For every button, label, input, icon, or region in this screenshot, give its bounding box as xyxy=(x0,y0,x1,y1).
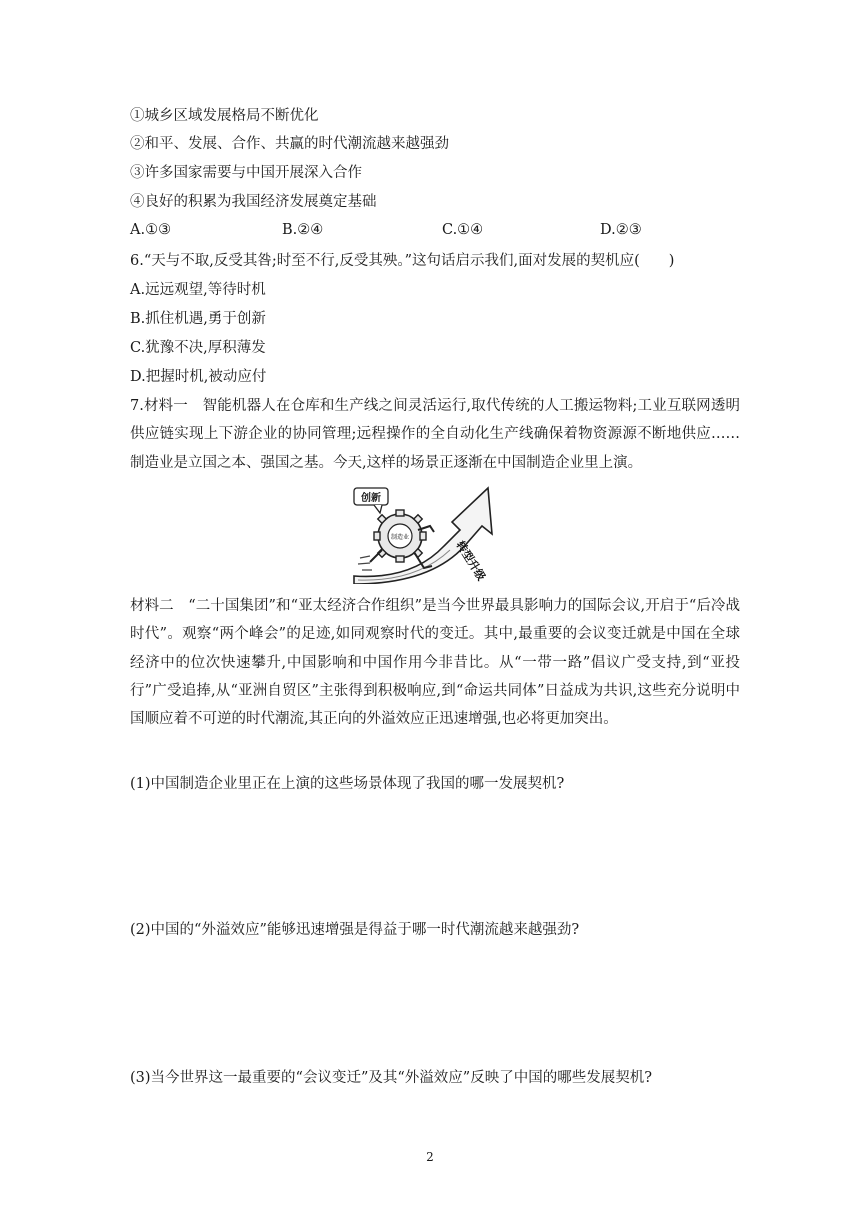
arrow-label: 转型升级 xyxy=(453,538,488,583)
manufacturing-illustration xyxy=(352,484,502,584)
q7-material-2: 材料二 “二十国集团”和“亚太经济合作组织”是当今世界最具影响力的国际会议,开启于“后冷战时代”。观察“两个峰会”的足迹,如同观察时代的变迁。其中,最重要的会议变迁就是中国在全球经济中的位次快速攀升,中国影响和中国作用今非昔比。从“一带一路”倡议广受支持,到“亚投行”广受追捧,从“亚洲自贸区”主张得到积极响应,到“命运共同体”日益成为共识,这些充分说明中国顺应着不可逆的时代潮流,其正向的外溢效应正迅速增强,也必将更加突出。 xyxy=(130,598,740,728)
q5-option-d: D.②③ xyxy=(600,222,642,238)
q6-option-d: D.把握时机,被动应付 xyxy=(130,369,267,385)
q6-option-c: C.犹豫不决,厚积薄发 xyxy=(130,340,266,356)
q7-material-1: 7.材料一 智能机器人在仓库和生产线之间灵活运行,取代传统的人工搬运物料;工业互联网透明供应链实现上下游企业的协同管理;远程操作的全自动化生产线确保着物资源源不断地供应……制造业是立国之本、强国之基。今天,这样的场景正逐渐在中国制造企业里上演。 xyxy=(130,398,740,471)
q5-item-3: ③许多国家需要与中国开展深入合作 xyxy=(130,165,362,181)
q5-item-4: ④良好的积累为我国经济发展奠定基础 xyxy=(130,194,377,210)
q7-sub-question-3: (3)当今世界这一最重要的“会议变迁”及其“外溢效应”反映了中国的哪些发展契机? xyxy=(130,1070,652,1086)
q5-item-1: ①城乡区域发展格局不断优化 xyxy=(130,108,319,124)
q5-option-a: A.①③ xyxy=(130,222,172,238)
q6-option-a: A.远远观望,等待时机 xyxy=(130,282,266,298)
q6-option-b: B.抓住机遇,勇于创新 xyxy=(130,311,266,327)
q5-option-c: C.①④ xyxy=(442,222,484,238)
page-number: 2 xyxy=(426,1150,434,1164)
speech-bubble-tail xyxy=(374,505,382,513)
q5-item-2: ②和平、发展、合作、共赢的时代潮流越来越强劲 xyxy=(130,136,449,152)
q5-option-b: B.②④ xyxy=(282,222,324,238)
bubble-label: 创新 xyxy=(361,493,381,504)
q6-stem: 6.“天与不取,反受其咎;时至不行,反受其殃。”这句话启示我们,面对发展的契机应( ) xyxy=(130,253,675,269)
illustration-svg xyxy=(352,484,502,584)
gear-label: 制造业 xyxy=(390,534,410,541)
q5-options xyxy=(130,222,750,242)
motion-lines xyxy=(358,556,372,570)
q7-sub-question-1: (1)中国制造企业里正在上演的这些场景体现了我国的哪一发展契机? xyxy=(130,776,565,792)
q7-sub-question-2: (2)中国的“外溢效应”能够迅速增强是得益于哪一时代潮流越来越强劲? xyxy=(130,922,580,938)
